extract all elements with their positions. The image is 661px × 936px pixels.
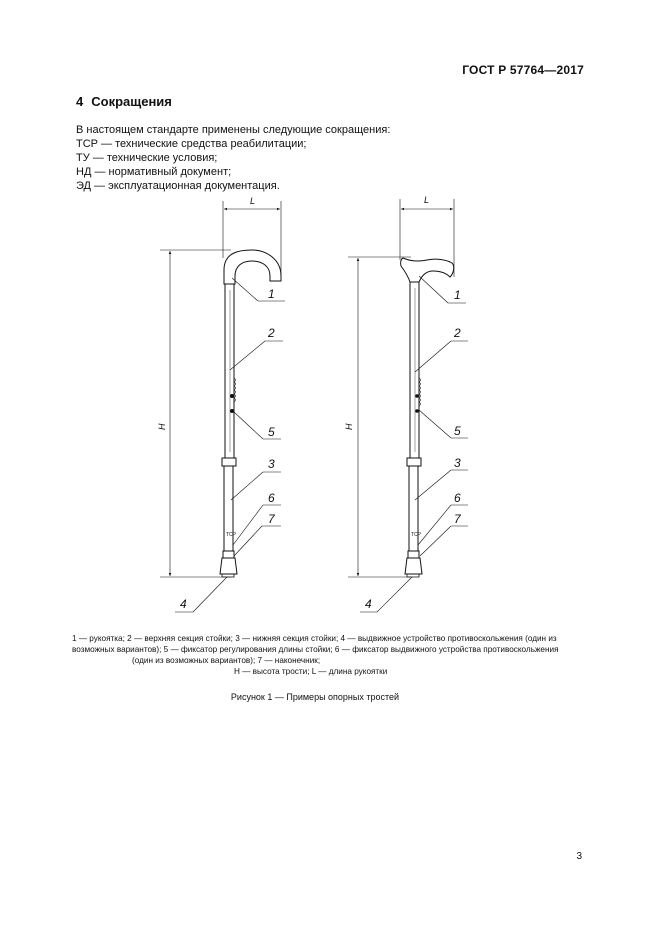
- legend-line: (один из возможных вариантов); 7 — наконечник;: [132, 656, 321, 665]
- cane-crook-handle: [157, 196, 285, 612]
- svg-text:ТСР: ТСР: [226, 532, 236, 538]
- abbreviations-intro: В настоящем стандарте применены следующие сокращения:: [76, 124, 391, 136]
- abbreviation-item: НД — нормативный документ;: [76, 166, 232, 178]
- dim-label-length: L: [424, 195, 430, 205]
- callout-7: 7: [454, 512, 461, 526]
- callout-5: 5: [268, 425, 275, 439]
- section-number: 4: [76, 94, 84, 109]
- standard-code: ГОСТ Р 57764—2017: [462, 63, 584, 77]
- cane-derby-handle: [344, 195, 468, 612]
- callout-7: 7: [268, 512, 275, 526]
- callout-3: 3: [454, 456, 461, 470]
- callout-5: 5: [454, 424, 461, 438]
- callout-2: 2: [454, 326, 461, 340]
- figure-caption: Рисунок 1 — Примеры опорных тростей: [230, 692, 400, 702]
- callout-4: 4: [180, 597, 187, 611]
- dim-label-height: H: [344, 423, 354, 430]
- figure-legend: [72, 633, 592, 677]
- callout-1: 1: [268, 287, 275, 301]
- callout-4: 4: [365, 597, 372, 611]
- legend-line: возможных вариантов); 5 — фиксатор регулирования длины стойки; 6 — фиксатор выдвижного устройства противоскольжения: [72, 645, 559, 654]
- legend-line: 1 — рукоятка; 2 — верхняя секция стойки; 3 — нижняя секция стойки; 4 — выдвижное устройство противоскольжения (один из: [72, 634, 557, 643]
- callout-2: 2: [268, 326, 275, 340]
- callout-3: 3: [268, 457, 275, 471]
- svg-text:ТСР: ТСР: [411, 532, 421, 538]
- legend-line: H — высота трости; L — длина рукоятки: [234, 667, 388, 676]
- abbreviation-item: ЭД — эксплуатационная документация.: [76, 180, 280, 192]
- abbreviation-item: ТУ — технические условия;: [76, 152, 218, 164]
- abbreviation-item: ТСР — технические средства реабилитации;: [76, 138, 307, 150]
- dim-label-length: L: [250, 196, 256, 206]
- section-title-text: Сокращения: [91, 94, 172, 109]
- callout-6: 6: [454, 491, 461, 505]
- callout-1: 1: [454, 288, 461, 302]
- dim-label-height: H: [157, 423, 167, 430]
- callout-6: 6: [268, 491, 275, 505]
- page-number: 3: [576, 851, 582, 862]
